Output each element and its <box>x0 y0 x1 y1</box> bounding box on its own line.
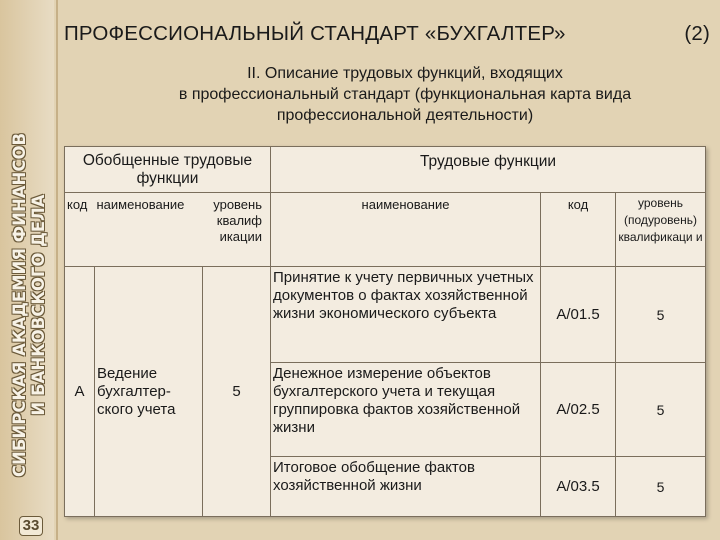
col-header-gen-name: наименование <box>95 193 203 267</box>
table-row <box>65 267 706 363</box>
table-column-header-row <box>65 193 706 267</box>
organization-name <box>10 133 48 477</box>
col-header-function-name: наименование <box>271 193 541 267</box>
subtitle-line1: II. Описание трудовых функций, входящих <box>247 65 563 82</box>
generalized-functions-header: Обобщенные трудовые функции <box>65 147 271 193</box>
page-title-text: ПРОФЕССИОНАЛЬНЫЙ СТАНДАРТ «БУХГАЛТЕР» <box>64 22 566 45</box>
generalized-function-code: A <box>65 267 95 517</box>
function-name: Итоговое обобщение фактов хозяйственной жизни <box>271 457 541 517</box>
col-header-function-level: уровень (подуровень) квалификаци и <box>616 193 706 267</box>
page-title <box>64 22 720 48</box>
function-code: A/02.5 <box>541 363 616 457</box>
subtitle-line3: профессиональной деятельности) <box>276 107 534 124</box>
function-level: 5 <box>616 267 706 363</box>
table-group-header-row <box>65 147 706 193</box>
organization-name-line2: И БАНКОВСКОГО ДЕЛА <box>29 194 48 416</box>
sidebar-divider <box>56 0 58 540</box>
section-subtitle <box>90 63 720 126</box>
col-header-gen-code: код <box>65 193 95 267</box>
col-header-function-code: код <box>541 193 616 267</box>
function-level: 5 <box>616 457 706 517</box>
col-header-gen-level: уровень квалиф икации <box>203 193 271 267</box>
organization-name-line1: СИБИРСКАЯ АКАДЕМИЯ ФИНАНСОВ <box>10 132 29 478</box>
page-number: 33 <box>19 516 43 536</box>
function-code: A/03.5 <box>541 457 616 517</box>
function-level: 5 <box>616 363 706 457</box>
function-name: Принятие к учету первичных учетных документов о фактах хозяйственной жизни экономического субъекта <box>271 267 541 363</box>
function-name: Денежное измерение объектов бухгалтерского учета и текущая группировка фактов хозяйственной жизни <box>271 363 541 457</box>
generalized-function-name: Ведение бухгалтер-ского учета <box>95 267 203 517</box>
page-title-suffix: (2) <box>684 22 710 45</box>
functional-map-table <box>64 146 706 517</box>
labor-functions-header: Трудовые функции <box>271 147 706 193</box>
subtitle-line2: в профессиональный стандарт (функциональная карта вида <box>178 86 632 103</box>
function-code: A/01.5 <box>541 267 616 363</box>
generalized-function-level: 5 <box>203 267 271 517</box>
